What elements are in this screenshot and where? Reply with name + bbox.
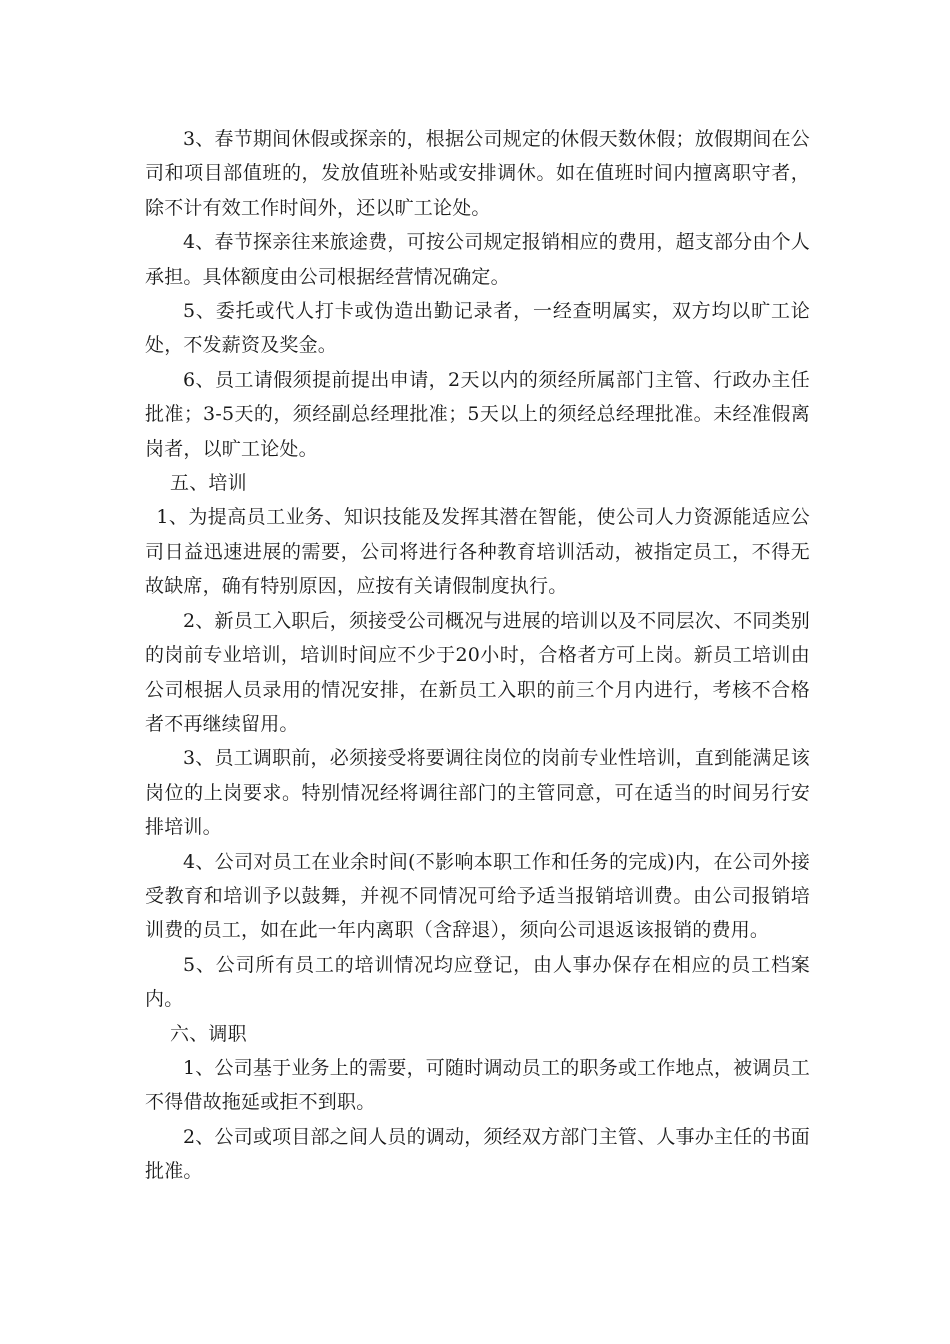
paragraph-leave-request: 6、员工请假须提前提出申请，2天以内的须经所属部门主管、行政办主任批准；3-5天的，须经副总经理批准；5天以上的须经总经理批准。未经准假离岗者，以旷工论处。: [145, 368, 810, 460]
section-heading-training: 五、培训: [170, 472, 247, 495]
paragraph-transfer-needs: 1、公司基于业务上的需要，可随时调动员工的职务或工作地点，被调员工不得借故拖延或拒不到职。: [145, 1056, 810, 1114]
paragraph-training-records: 5、公司所有员工的培训情况均应登记，由人事办保存在相应的员工档案内。: [145, 953, 810, 1011]
paragraph-leave-spring-festival: 3、春节期间休假或探亲的，根据公司规定的休假天数休假；放假期间在公司和项目部值班的，发放值班补贴或安排调休。如在值班时间内擅离职守者，除不计有效工作时间外，还以旷工论处。: [145, 128, 810, 219]
paragraph-training-purpose: 1、为提高员工业务、知识技能及发挥其潜在智能，使公司人力资源能适应公司日益迅速进展的需要，公司将进行各种教育培训活动，被指定员工，不得无故缺席，确有特别原因，应按有关请假制度执行。: [145, 506, 810, 598]
paragraph-new-employee-training: 2、新员工入职后，须接受公司概况与进展的培训以及不同层次、不同类别的岗前专业培训，培训时间应不少于20小时，合格者方可上岗。新员工培训由公司根据人员录用的情况安排，在新员工入职的前三个月内进行，考核不合格者不再继续留用。: [145, 609, 810, 735]
section-heading-transfer: 六、调职: [170, 1022, 247, 1045]
document-page: [145, 122, 810, 1189]
paragraph-travel-expense: 4、春节探亲往来旅途费，可按公司规定报销相应的费用，超支部分由个人承担。具体额度由公司根据经营情况确定。: [145, 231, 810, 288]
paragraph-attendance-fraud: 5、委托或代人打卡或伪造出勤记录者，一经查明属实，双方均以旷工论处，不发薪资及奖金。: [145, 300, 810, 357]
paragraph-external-training: 4、公司对员工在业余时间(不影响本职工作和任务的完成)内，在公司外接受教育和培训予以鼓舞，并视不同情况可给予适当报销培训费。由公司报销培训费的员工，如在此一年内离职（含辞退），须向公司退返该报销的费用。: [145, 850, 810, 942]
paragraph-transfer-training: 3、员工调职前，必须接受将要调往岗位的岗前专业性培训，直到能满足该岗位的上岗要求。特别情况经将调往部门的主管同意，可在适当的时间另行安排培训。: [145, 747, 810, 839]
paragraph-transfer-approval: 2、公司或项目部之间人员的调动，须经双方部门主管、人事办主任的书面批准。: [145, 1125, 810, 1183]
